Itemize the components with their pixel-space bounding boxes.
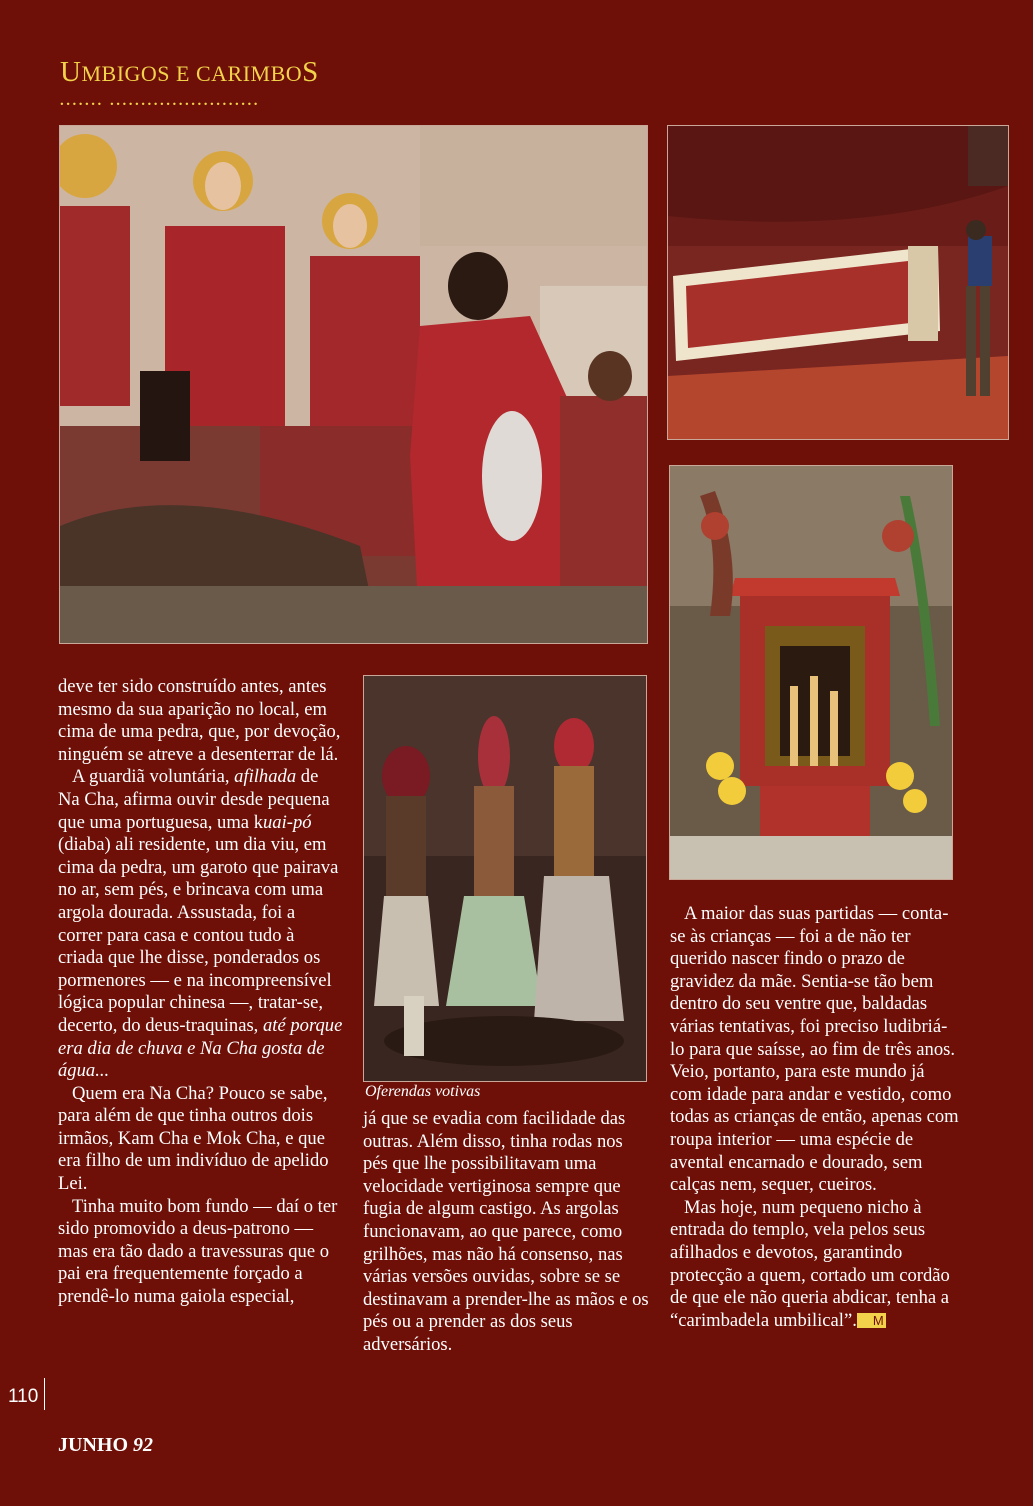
paragraph: Mas hoje, num pequeno nicho à entrada do templo, vela pelos seus afilhados e devotos, garantindo protecção a quem, cortado um cordão de que ele não queria abdicar, tenha a “carimbadela umbilical”. M — [670, 1196, 950, 1331]
end-of-article-mark: M — [857, 1313, 886, 1328]
page-number: 110 — [8, 1386, 39, 1407]
paragraph: já que se evadia com facilidade das outras. Além disso, tinha rodas nos pés que lhe possibilitavam uma velocidade vertiginosa sempre que fugia de algum castigo. As argolas funcionavam, ao que parece, como grilhões, mas não há consenso, nas várias versões ouvidas, sobre se se destinavam a prender-lhe as mãos e os pés ou a prender as dos seus adversários. — [363, 1108, 649, 1355]
text-column-2 — [363, 1108, 651, 1357]
photo-caption: Oferendas votivas — [365, 1083, 481, 1100]
paragraph: A maior das suas partidas — conta-se às crianças — foi a de não ter querido nascer findo o prazo de gravidez da mãe. Sentia-se tão bem dentro do seu ventre que, baldadas várias tentativas, foi preciso ludibriá-lo para que saísse, ao fim de três anos. Veio, portanto, para este mundo já com idade para andar e vestido, como todas as crianças de então, apenas com roupa interior — uma espécie de avental encarnado e dourado, sem calças nem, sequer, cueiros. — [670, 903, 959, 1196]
text-column-3 — [670, 903, 960, 1332]
photo-temple-ritual — [59, 125, 648, 644]
paragraph: deve ter sido construído antes, antes mesmo da sua aparição no local, em cima de uma pedra, que, por devoção, ninguém se atreve a desenterrar de lá. — [58, 676, 341, 765]
photo-altar-shrine — [669, 465, 953, 880]
title-dotted-rule: ....... ........................ — [60, 93, 260, 109]
paragraph: A guardiã voluntária, afilhada de Na Cha, afirma ouvir desde pequena que uma portuguesa, uma kuai-pó (diaba) ali residente, um dia viu, em cima da pedra, um garoto que pairava no ar, sem pés, e brincava com uma argola dourada. Assustada, foi a correr para casa e contou tudo à criada que lhe disse, ponderados os pormenores — e na incompreensível lógica popular chinesa —, tratar-se, decerto, do deus-traquinas, até porque era dia de chuva e Na Cha gosta de água... — [58, 766, 343, 1082]
text-column-1 — [58, 676, 344, 1309]
issue-footer: JUNHO 92 — [58, 1434, 153, 1456]
paragraph: Quem era Na Cha? Pouco se sabe, para além de que tinha outros dois irmãos, Kam Cha e Mok Cha, e que era filho de um indivíduo de apelido Lei. — [58, 1082, 329, 1195]
section-title: UMBIGOS E CARIMBOS — [60, 56, 319, 88]
photo-votive-offerings — [363, 675, 647, 1082]
page-number-divider — [44, 1378, 45, 1410]
paragraph: Tinha muito bom fundo — daí o ter sido promovido a deus-patrono — mas era tão dado a travessuras que o pai era frequentemente forçado a prendê-lo numa gaiola especial, — [58, 1195, 338, 1308]
photo-red-wall-banner — [667, 125, 1009, 440]
